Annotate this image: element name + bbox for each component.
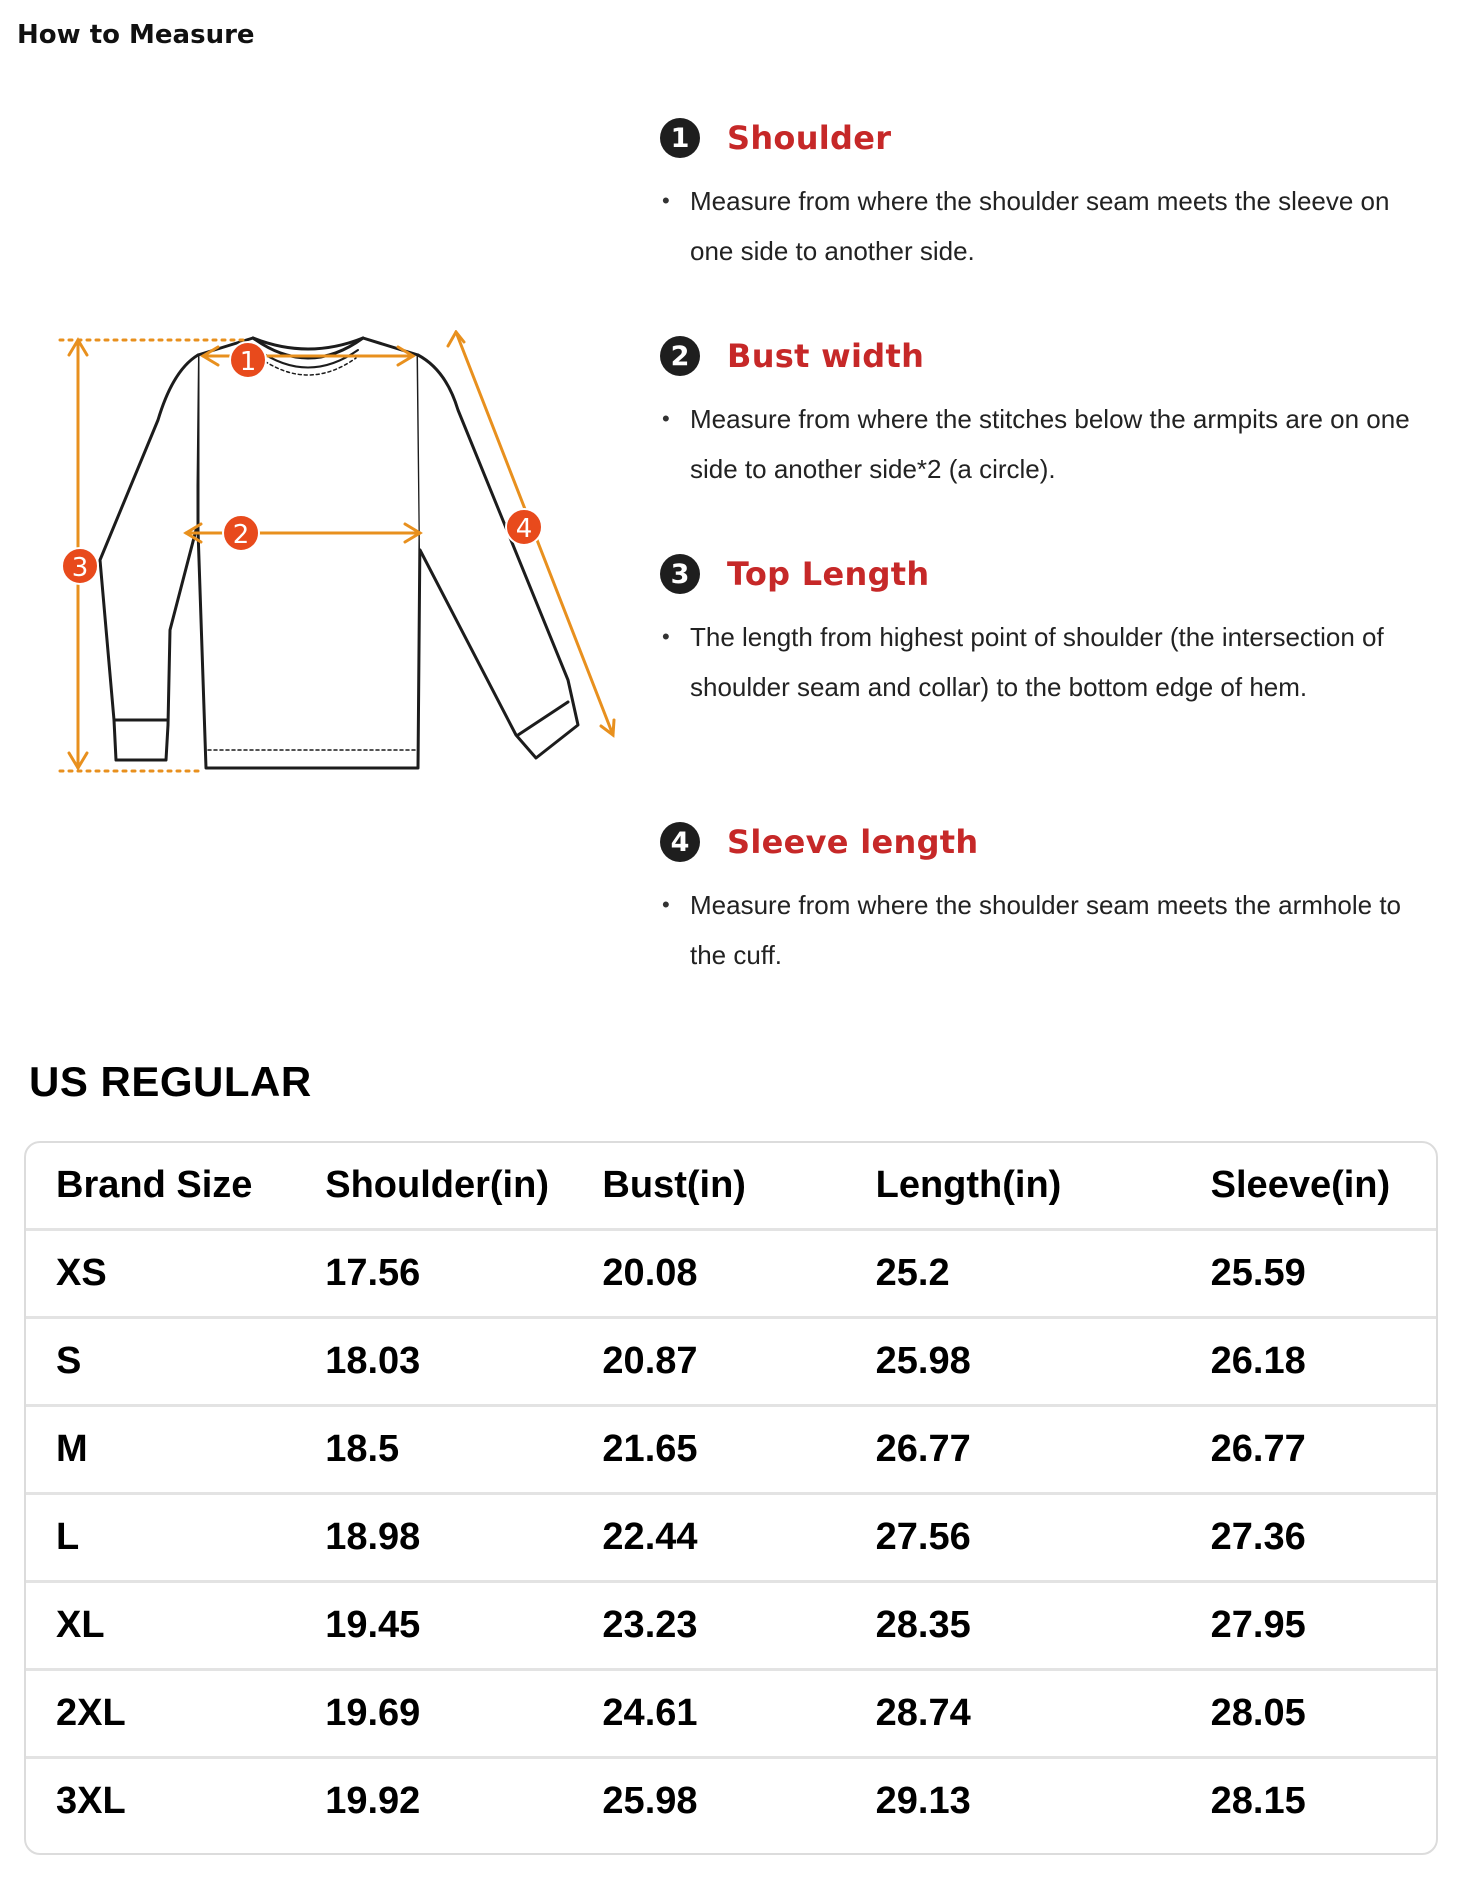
step-sleeve-length: [660, 814, 1440, 1032]
diagram-badge-2: [223, 515, 259, 551]
size-chart-table: [24, 1141, 1438, 1855]
sleeve-cell: 27.95: [1210, 1604, 1306, 1646]
number-badge-1: 1: [660, 118, 700, 158]
header-bust: Bust(in): [602, 1164, 746, 1206]
bust-cell: 20.87: [602, 1340, 698, 1382]
bust-cell: 23.23: [602, 1604, 698, 1646]
svg-text:3: 3: [71, 553, 89, 583]
bust-cell: 21.65: [602, 1428, 698, 1470]
shoulder-cell: 18.98: [325, 1516, 421, 1558]
length-cell: 25.2: [875, 1252, 950, 1294]
table-row: [26, 1407, 1436, 1495]
length-cell: 26.77: [875, 1428, 971, 1470]
table-row: [26, 1671, 1436, 1759]
step-bust-width: [660, 328, 1440, 546]
size-cell: L: [56, 1516, 80, 1558]
length-cell: 28.35: [875, 1604, 971, 1646]
step-top-length: [660, 546, 1440, 814]
number-badge-4: 4: [660, 822, 700, 862]
table-row: [26, 1231, 1436, 1319]
shoulder-cell: 18.03: [325, 1340, 421, 1382]
header-sleeve: Sleeve(in): [1210, 1164, 1391, 1206]
measurement-instructions: [660, 110, 1440, 1032]
shoulder-cell: 18.5: [325, 1428, 400, 1470]
step-description: • The length from highest point of shoulder (the intersection of shoulder seam and collar) to the bottom edge of hem.: [660, 612, 1440, 712]
step-title: Bust width: [727, 337, 925, 375]
length-cell: 28.74: [875, 1692, 971, 1734]
sleeve-cell: 28.15: [1210, 1780, 1306, 1822]
shoulder-cell: 19.92: [325, 1780, 421, 1822]
shoulder-cell: 19.45: [325, 1604, 421, 1646]
bust-cell: 22.44: [602, 1516, 698, 1558]
sleeve-cell: 25.59: [1210, 1252, 1306, 1294]
length-cell: 27.56: [875, 1516, 971, 1558]
size-cell: XS: [56, 1252, 107, 1294]
sweater-outline: [100, 338, 578, 768]
bust-cell: 24.61: [602, 1692, 698, 1734]
step-description: • Measure from where the shoulder seam meets the armhole to the cuff.: [660, 880, 1440, 980]
diagram-badge-1: [230, 342, 266, 378]
size-cell: 2XL: [56, 1692, 126, 1734]
svg-text:2: 2: [232, 520, 250, 550]
size-cell: S: [56, 1340, 82, 1382]
header-shoulder: Shoulder(in): [325, 1164, 549, 1206]
shoulder-cell: 17.56: [325, 1252, 421, 1294]
step-title: Top Length: [727, 555, 930, 593]
page-title: How to Measure: [17, 20, 255, 50]
size-cell: XL: [56, 1604, 105, 1646]
number-badge-3: 3: [660, 554, 700, 594]
step-description: • Measure from where the stitches below the armpits are on one side to another side*2 (a circle).: [660, 394, 1440, 494]
sleeve-cell: 28.05: [1210, 1692, 1306, 1734]
table-row: [26, 1319, 1436, 1407]
header-length: Length(in): [875, 1164, 1062, 1206]
bust-cell: 20.08: [602, 1252, 698, 1294]
number-badge-2: 2: [660, 336, 700, 376]
table-row: [26, 1759, 1436, 1844]
size-cell: 3XL: [56, 1780, 126, 1822]
sleeve-cell: 26.18: [1210, 1340, 1306, 1382]
sleeve-cell: 27.36: [1210, 1516, 1306, 1558]
size-cell: M: [56, 1428, 88, 1470]
bust-cell: 25.98: [602, 1780, 698, 1822]
sweater-measurement-diagram: [48, 330, 628, 780]
diagram-badge-4: [506, 509, 542, 545]
length-cell: 25.98: [875, 1340, 971, 1382]
table-row: [26, 1583, 1436, 1671]
diagram-badge-3: [62, 548, 98, 584]
table-header-row: [26, 1143, 1436, 1231]
header-brand-size: Brand Size: [56, 1164, 253, 1206]
length-cell: 29.13: [875, 1780, 971, 1822]
sleeve-cell: 26.77: [1210, 1428, 1306, 1470]
size-table-title: US REGULAR: [29, 1058, 312, 1105]
svg-text:4: 4: [515, 514, 533, 544]
shoulder-cell: 19.69: [325, 1692, 421, 1734]
table-row: [26, 1495, 1436, 1583]
step-title: Shoulder: [727, 119, 892, 157]
svg-text:1: 1: [239, 347, 257, 377]
step-title: Sleeve length: [727, 823, 979, 861]
step-description: • Measure from where the shoulder seam meets the sleeve on one side to another side.: [660, 176, 1440, 276]
step-shoulder: [660, 110, 1440, 328]
